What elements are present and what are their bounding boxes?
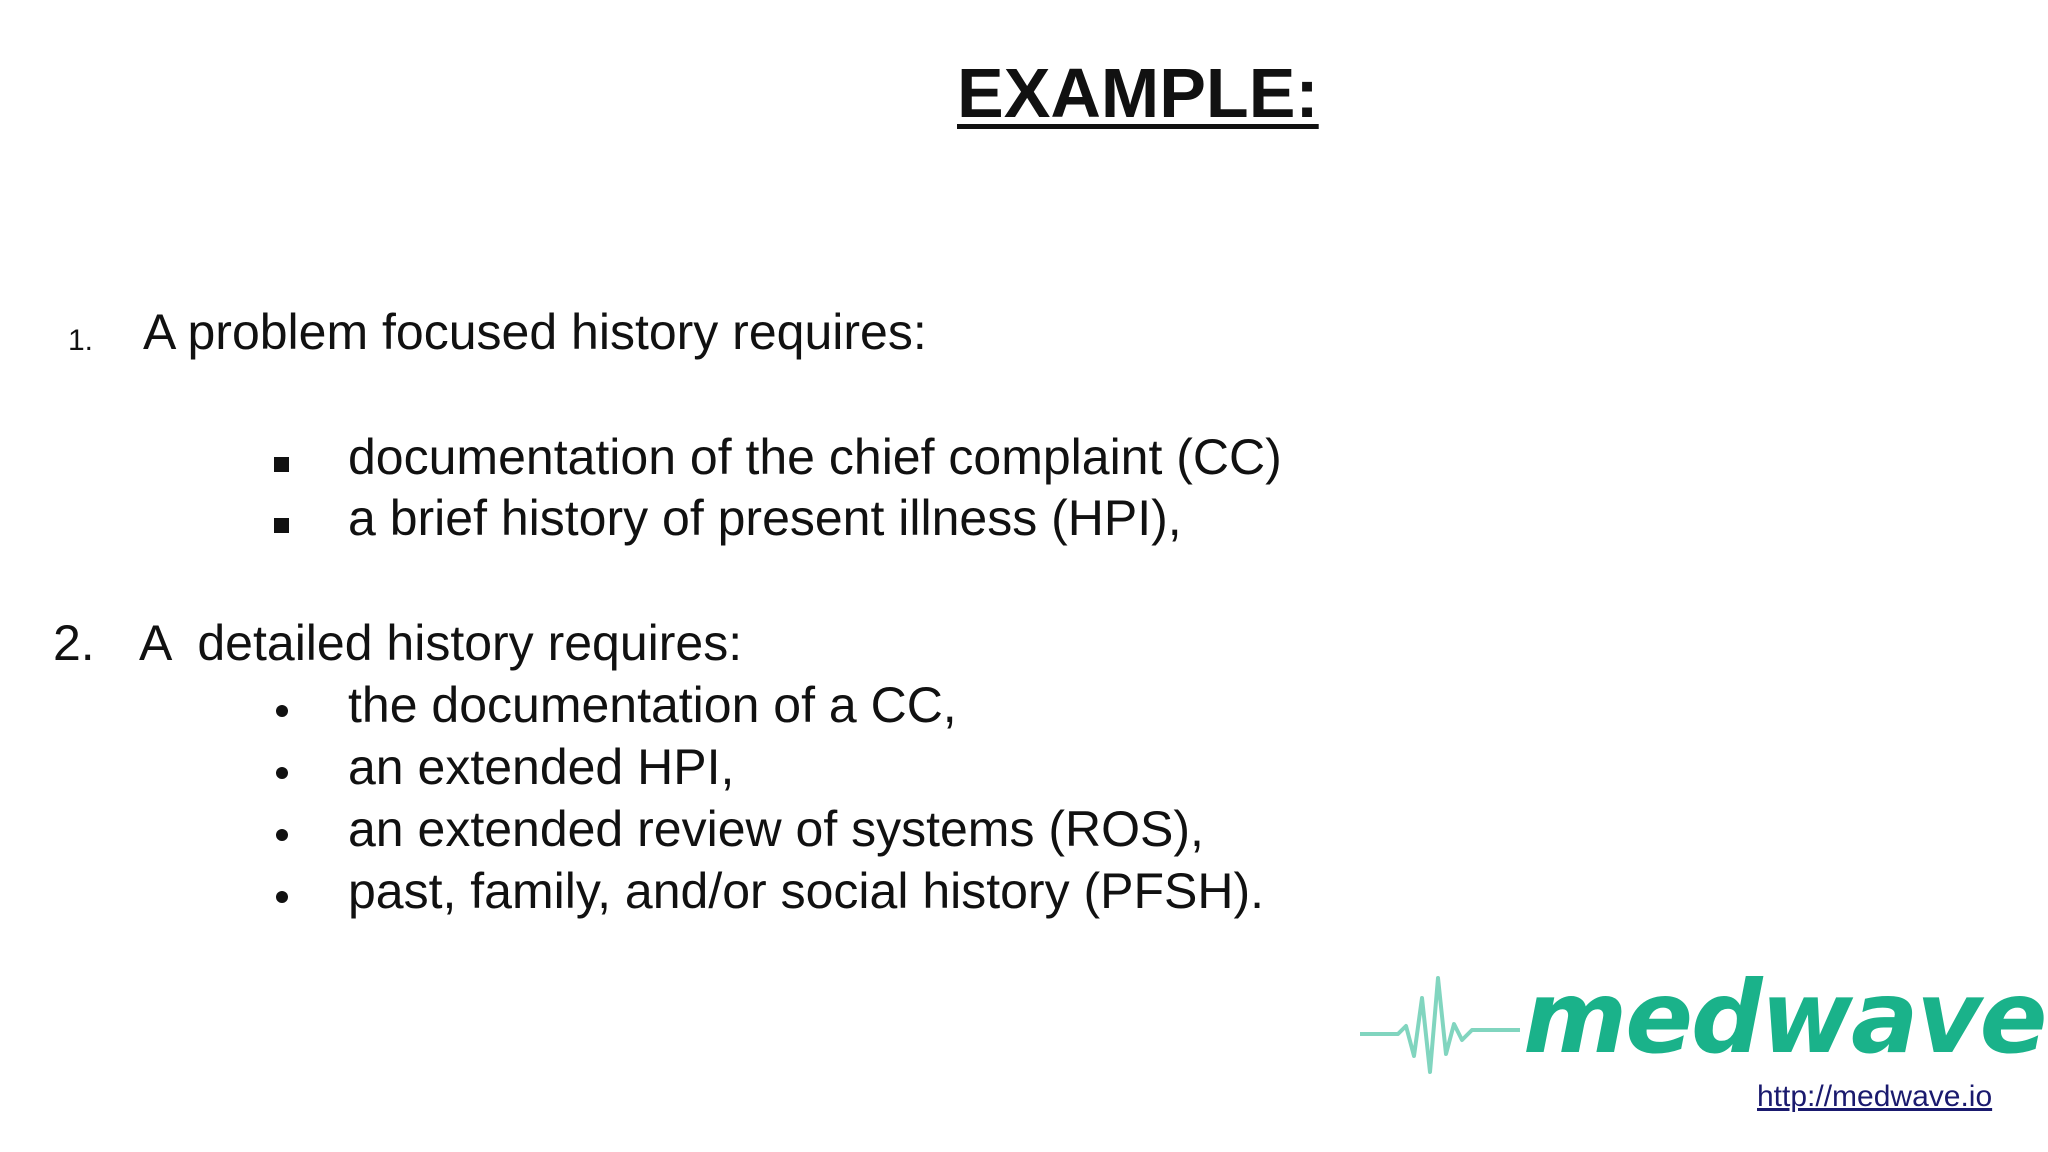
square-bullet (274, 457, 289, 472)
logo-wordmark: medwave (1523, 959, 2046, 1076)
list-item: an extended review of systems (ROS), (348, 801, 1204, 857)
list-item: the documentation of a CC, (348, 677, 957, 733)
round-bullet (276, 767, 288, 779)
square-bullet (274, 518, 289, 533)
round-bullet (276, 891, 288, 903)
round-bullet (276, 829, 288, 841)
list-item: past, family, and/or social history (PFSH). (348, 863, 1265, 919)
section-2-heading: A detailed history requires: (139, 615, 743, 671)
list-item: a brief history of present illness (HPI), (348, 490, 1182, 546)
list-item: an extended HPI, (348, 739, 735, 795)
page-title: EXAMPLE: (957, 54, 1319, 132)
ecg-heartbeat-icon (1360, 968, 1520, 1088)
section-2-number: 2. (53, 615, 95, 671)
section-1-number: 1. (68, 324, 94, 357)
medwave-logo (1360, 959, 2046, 1088)
section-1-heading: A problem focused history requires: (143, 304, 927, 360)
website-link[interactable]: http://medwave.io (1757, 1080, 1993, 1113)
list-item: documentation of the chief complaint (CC) (348, 429, 1282, 485)
round-bullet (276, 705, 288, 717)
